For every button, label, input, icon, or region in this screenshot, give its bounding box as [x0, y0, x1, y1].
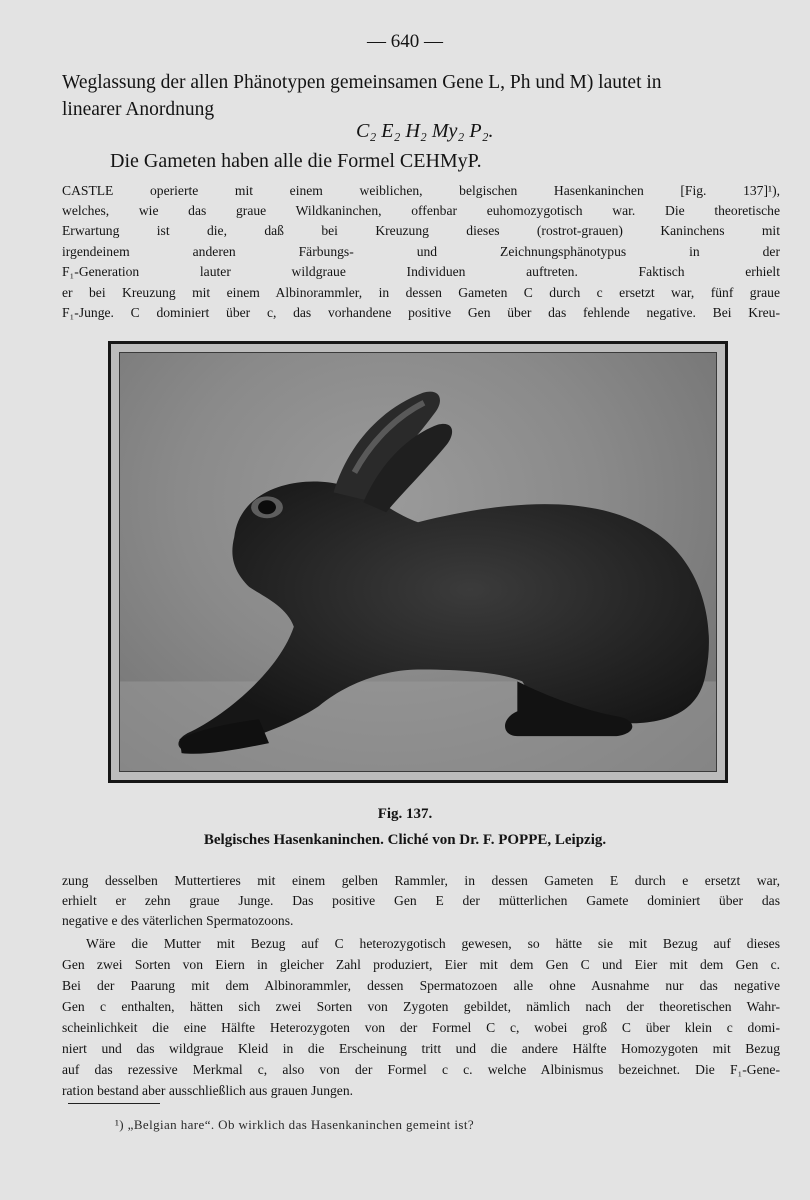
text-line: Gen c enthalten, hätten sich zwei Sorten von Zygoten gebildet, nämlich nach der theoretischen Wahr- — [62, 999, 780, 1014]
figure-caption: Belgisches Hasenkaninchen. Cliché von Dr. F. POPPE, Leipzig. — [203, 832, 607, 848]
rabbit-illustration — [120, 353, 716, 771]
text-line: niert und das wildgraue Kleid in die Erscheinung tritt und die andere Hälfte Homozygoten mit Bezug — [62, 1041, 780, 1056]
text-line: F₁-Generation lauter wildgraue Individuen auftreten. Faktisch erhielt — [62, 264, 780, 279]
gametes-sentence: Die Gameten haben alle die Formel CEHMyP. — [110, 150, 482, 172]
footnote: ¹) „Belgian hare“. Ob wirklich das Hasenkaninchen gemeint ist? — [115, 1117, 474, 1132]
text-line: linearer Anordnung — [62, 99, 215, 120]
text-line: Gen zwei Sorten von Eiern in gleicher Zahl produziert, Eier mit dem Gen C und Eier mit dem Gen c. — [62, 957, 780, 972]
text-line: Weglassung der allen Phänotypen gemeinsamen Gene L, Ph und M) lautet in — [62, 72, 662, 93]
text-line: irgendeinem anderen Färbungs- und Zeichnungsphänotypus in der — [62, 244, 780, 259]
text-line: er bei Kreuzung mit einem Albinorammler, in dessen Gameten C durch c ersetzt war, fünf graue — [62, 285, 780, 300]
text-line: CASTLE operierte mit einem weiblichen, belgischen Hasenkaninchen [Fig. 137]¹), — [62, 183, 780, 198]
genotype-formula: C₂ E₂ H₂ My₂ P₂. — [356, 120, 494, 142]
text-line: zung desselben Muttertieres mit einem gelben Rammler, in dessen Gameten E durch e ersetzt war, — [62, 873, 780, 888]
text-line: scheinlichkeit die eine Hälfte Heterozygoten von der Formel C c, wobei groß C über klein c domi- — [62, 1020, 780, 1035]
figure-label: Fig. 137. — [377, 806, 433, 822]
text-line: F₁-Junge. C dominiert über c, das vorhandene positive Gen über das fehlende negative. Bei Kreu- — [62, 305, 780, 320]
text-line: Wäre die Mutter mit Bezug auf C heterozygotisch gewesen, so hätte sie mit Bezug auf dieses — [86, 936, 780, 951]
text-line: welches, wie das graue Wildkaninchen, offenbar euhomozygotisch war. Die theoretische — [62, 203, 780, 218]
text-line: Erwartung ist die, daß bei Kreuzung dieses (rostrot-grauen) Kaninchens mit — [62, 223, 780, 238]
text-line: negative e des väterlichen Spermatozoons. — [62, 913, 294, 928]
text-line: ration bestand aber ausschließlich aus grauen Jungen. — [62, 1083, 354, 1098]
rabbit-photograph — [119, 352, 717, 772]
text-line: erhielt er zehn graue Junge. Das positive Gen E der mütterlichen Gamete dominiert über das — [62, 893, 780, 908]
footnote-divider — [68, 1103, 160, 1104]
text-line: Bei der Paarung mit dem Albinorammler, dessen Spermatozoen alle ohne Ausnahme nur das negative — [62, 978, 780, 993]
page-number: — 640 — — [367, 31, 443, 52]
figure-frame — [108, 341, 728, 783]
text-line: auf das rezessive Merkmal c, also von der Formel c c. welche Albinismus bezeichnet. Die F₁-Gene- — [62, 1062, 780, 1077]
